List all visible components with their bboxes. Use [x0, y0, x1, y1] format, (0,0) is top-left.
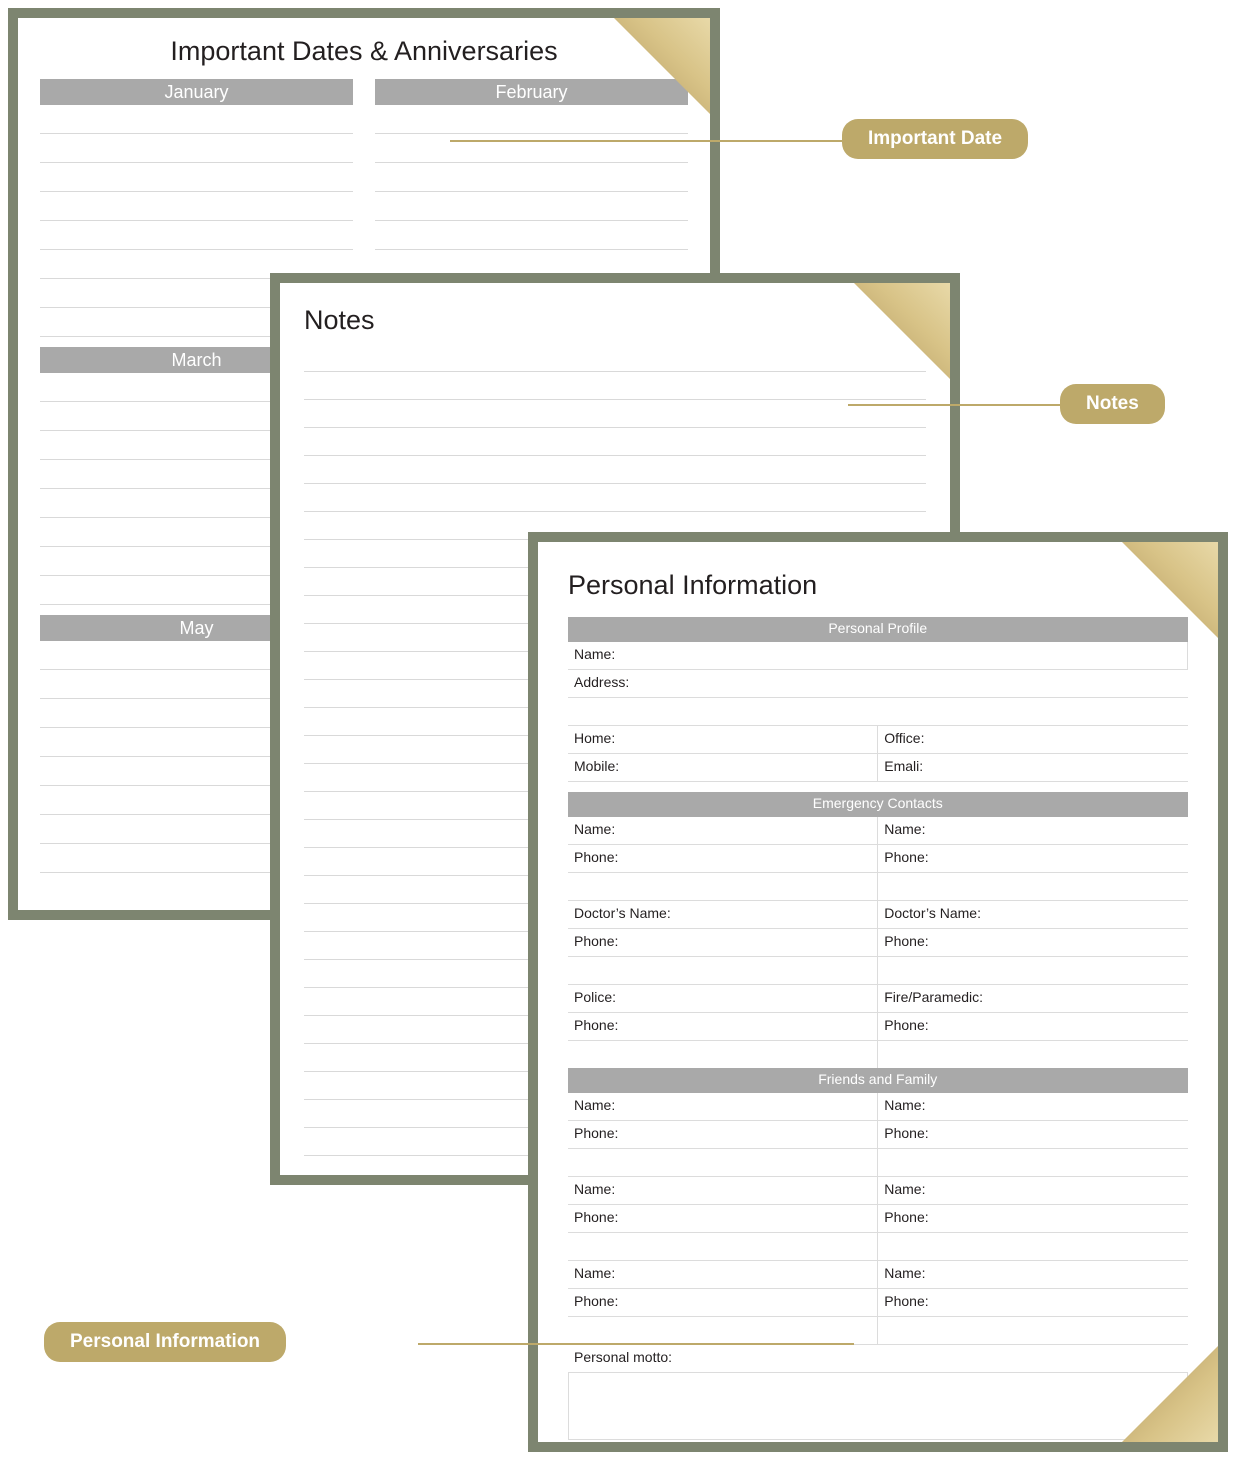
field-email[interactable]: Emali: — [878, 754, 1188, 782]
field-emergency-blank-2[interactable] — [878, 873, 1188, 901]
table-row[interactable] — [568, 670, 1188, 698]
table-spacer — [568, 782, 1188, 793]
write-line[interactable] — [304, 400, 926, 428]
table-row[interactable] — [568, 1121, 1188, 1149]
field-emergency-blank-1[interactable] — [568, 873, 878, 901]
personal-information-table — [568, 617, 1188, 1373]
table-row[interactable] — [568, 1345, 1188, 1373]
section-header-friends-and-family: Friends and Family — [568, 1068, 1188, 1093]
field-friend-name-4[interactable]: Name: — [878, 1177, 1188, 1205]
write-line[interactable] — [375, 192, 688, 221]
field-friend-name-6[interactable]: Name: — [878, 1261, 1188, 1289]
write-line[interactable] — [304, 456, 926, 484]
write-line[interactable] — [304, 372, 926, 400]
month-header-february: February — [375, 79, 688, 105]
field-doctor-blank-2[interactable] — [878, 957, 1188, 985]
field-emergency-name-1[interactable]: Name: — [568, 817, 878, 845]
field-office[interactable]: Office: — [878, 726, 1188, 754]
field-personal-motto-label[interactable]: Personal motto: — [568, 1345, 1188, 1373]
leader-line-notes — [848, 404, 1066, 406]
callout-important-date: Important Date — [842, 119, 1028, 159]
field-friend-blank-3[interactable] — [568, 1233, 878, 1261]
write-line[interactable] — [304, 484, 926, 512]
field-emergency-phone-2[interactable]: Phone: — [878, 845, 1188, 873]
field-friend-phone-1[interactable]: Phone: — [568, 1121, 878, 1149]
table-row[interactable] — [568, 1233, 1188, 1261]
personal-information-page — [528, 532, 1228, 1452]
table-row[interactable] — [568, 1177, 1188, 1205]
section-header-emergency-contacts: Emergency Contacts — [568, 792, 1188, 817]
write-line[interactable] — [375, 105, 688, 134]
field-friend-blank-4[interactable] — [878, 1233, 1188, 1261]
table-row[interactable] — [568, 873, 1188, 901]
field-address-continued[interactable] — [568, 698, 1188, 726]
field-address[interactable]: Address: — [568, 670, 1188, 698]
field-friend-phone-6[interactable]: Phone: — [878, 1289, 1188, 1317]
month-header-march: March — [40, 347, 353, 373]
section-band-row — [568, 617, 1188, 642]
table-row[interactable] — [568, 929, 1188, 957]
callout-notes: Notes — [1060, 384, 1165, 424]
table-row[interactable] — [568, 845, 1188, 873]
important-dates-title-row — [40, 36, 688, 67]
field-friend-blank-5[interactable] — [568, 1317, 878, 1345]
leader-line-important-date — [450, 140, 848, 142]
field-friend-blank-2[interactable] — [878, 1149, 1188, 1177]
field-friend-phone-5[interactable]: Phone: — [568, 1289, 878, 1317]
field-friend-blank-1[interactable] — [568, 1149, 878, 1177]
field-doctor-phone-1[interactable]: Phone: — [568, 929, 878, 957]
section-band-row — [568, 792, 1188, 817]
write-line[interactable] — [375, 134, 688, 163]
field-emergency-name-2[interactable]: Name: — [878, 817, 1188, 845]
table-row[interactable] — [568, 1093, 1188, 1121]
table-row[interactable] — [568, 726, 1188, 754]
field-friend-phone-2[interactable]: Phone: — [878, 1121, 1188, 1149]
field-friend-name-2[interactable]: Name: — [878, 1093, 1188, 1121]
field-friend-name-3[interactable]: Name: — [568, 1177, 878, 1205]
write-line[interactable] — [40, 221, 353, 250]
write-line[interactable] — [40, 192, 353, 221]
personal-information-body — [538, 542, 1218, 1440]
write-line[interactable] — [375, 221, 688, 250]
field-fire-paramedic[interactable]: Fire/Paramedic: — [878, 985, 1188, 1013]
field-name[interactable]: Name: — [568, 642, 1188, 670]
field-mobile[interactable]: Mobile: — [568, 754, 878, 782]
table-row[interactable] — [568, 901, 1188, 929]
field-police[interactable]: Police: — [568, 985, 878, 1013]
field-police-phone[interactable]: Phone: — [568, 1013, 878, 1041]
table-row[interactable] — [568, 1289, 1188, 1317]
table-row[interactable] — [568, 642, 1188, 670]
field-doctor-blank-1[interactable] — [568, 957, 878, 985]
table-row[interactable] — [568, 957, 1188, 985]
field-emergency-tail-2[interactable] — [878, 1041, 1188, 1069]
table-row[interactable] — [568, 1041, 1188, 1069]
field-friend-blank-6[interactable] — [878, 1317, 1188, 1345]
field-friend-name-5[interactable]: Name: — [568, 1261, 878, 1289]
personal-motto-box[interactable] — [568, 1373, 1188, 1440]
field-doctor-name-1[interactable]: Doctor’s Name: — [568, 901, 878, 929]
field-friend-name-1[interactable]: Name: — [568, 1093, 878, 1121]
table-row[interactable] — [568, 817, 1188, 845]
field-emergency-tail-1[interactable] — [568, 1041, 878, 1069]
table-row[interactable] — [568, 1205, 1188, 1233]
write-line[interactable] — [40, 105, 353, 134]
field-doctor-phone-2[interactable]: Phone: — [878, 929, 1188, 957]
page-title: Notes — [304, 305, 375, 335]
field-home[interactable]: Home: — [568, 726, 878, 754]
spacer — [568, 782, 1188, 793]
section-header-personal-profile: Personal Profile — [568, 617, 1188, 642]
table-row[interactable] — [568, 754, 1188, 782]
personal-information-sheet-inner — [538, 542, 1218, 1442]
table-row[interactable] — [568, 698, 1188, 726]
write-line[interactable] — [375, 163, 688, 192]
write-line[interactable] — [304, 428, 926, 456]
field-friend-phone-4[interactable]: Phone: — [878, 1205, 1188, 1233]
write-line[interactable] — [40, 134, 353, 163]
table-row[interactable] — [568, 1013, 1188, 1041]
write-line[interactable] — [304, 344, 926, 372]
month-header-january: January — [40, 79, 353, 105]
table-row[interactable] — [568, 1149, 1188, 1177]
field-friend-phone-3[interactable]: Phone: — [568, 1205, 878, 1233]
table-row[interactable] — [568, 1317, 1188, 1345]
leader-line-personal-information — [418, 1343, 854, 1345]
section-band-row — [568, 1068, 1188, 1093]
callout-personal-information: Personal Information — [44, 1322, 286, 1362]
page-title: Important Dates & Anniversaries — [170, 36, 558, 66]
field-emergency-phone-1[interactable]: Phone: — [568, 845, 878, 873]
table-row[interactable] — [568, 1261, 1188, 1289]
write-line[interactable] — [40, 163, 353, 192]
field-fire-phone[interactable]: Phone: — [878, 1013, 1188, 1041]
table-row[interactable] — [568, 985, 1188, 1013]
page-title: Personal Information — [568, 570, 818, 600]
field-doctor-name-2[interactable]: Doctor’s Name: — [878, 901, 1188, 929]
month-header-may: May — [40, 615, 353, 641]
